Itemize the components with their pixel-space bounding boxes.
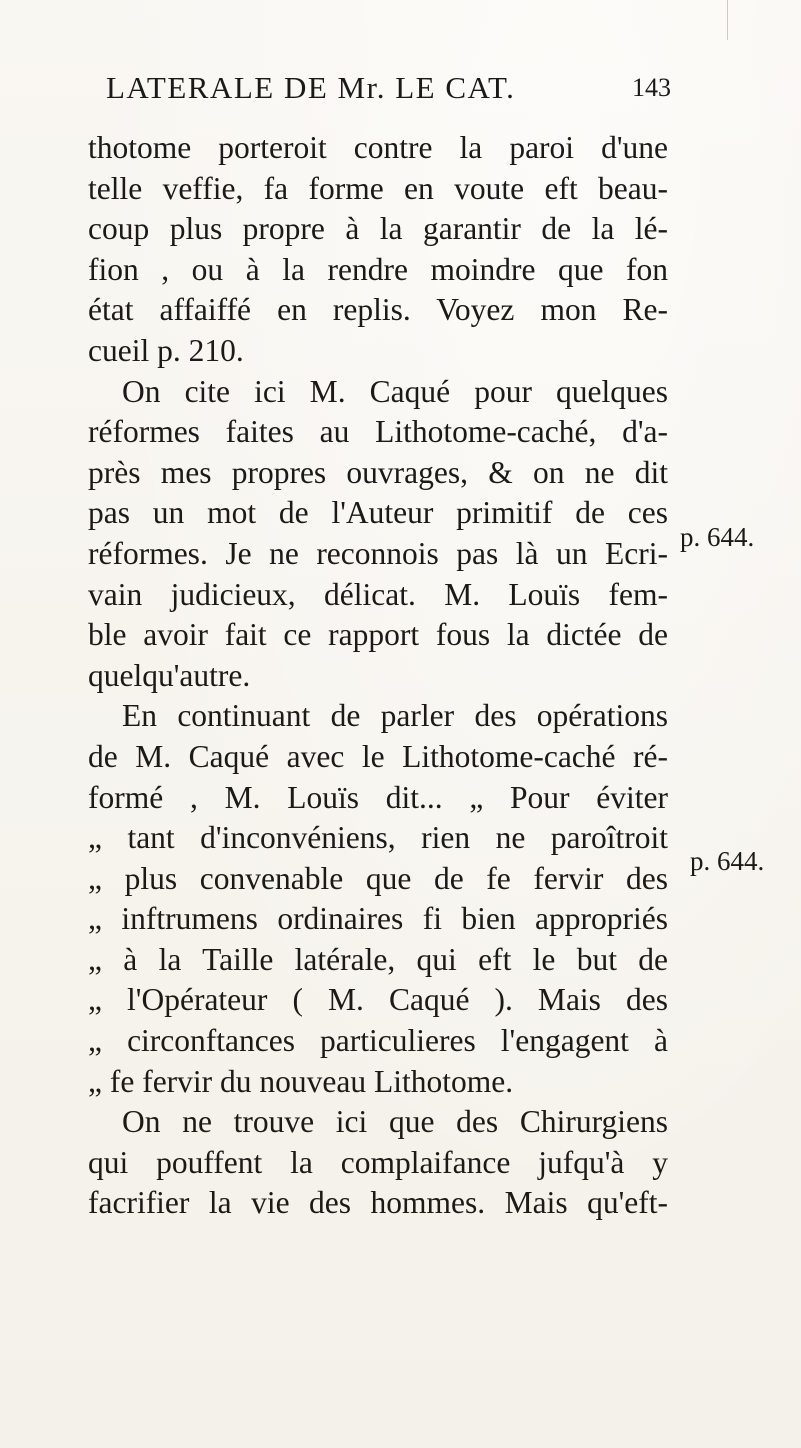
text-line: fion , ou à la rendre moindre que fon bbox=[88, 251, 668, 287]
text-line: telle veffie, fa forme en voute eft beau- bbox=[88, 170, 668, 206]
quote-line: „ inftrumens ordinaires fi bien appropriés bbox=[88, 901, 668, 937]
text-line: quelqu'autre. bbox=[88, 657, 251, 693]
text-line: qui pouffent la complaifance jufqu'à y bbox=[88, 1144, 668, 1180]
text-line: vain judicieux, délicat. M. Louïs fem- bbox=[88, 576, 668, 612]
margin-reference: p. 644. bbox=[690, 846, 765, 876]
text-line: pas un mot de l'Auteur primitif de ces bbox=[88, 495, 668, 531]
text-line: près mes propres ouvrages, & on ne dit bbox=[88, 454, 668, 490]
running-head-title: LATERALE DE Mr. LE CAT. bbox=[106, 70, 516, 105]
text-line: facrifier la vie des hommes. Mais qu'eft- bbox=[88, 1185, 668, 1221]
text-line: formé , M. Louïs dit... „ Pour éviter bbox=[88, 779, 668, 815]
text-line: coup plus propre à la garantir de la lé- bbox=[88, 211, 668, 247]
quote-line: „ circonftances particulieres l'engagent à bbox=[88, 1023, 668, 1059]
quote-line: „ à la Taille latérale, qui eft le but de bbox=[88, 941, 668, 977]
margin-reference: p. 644. bbox=[680, 522, 755, 552]
text-line: réformes faites au Lithotome-caché, d'a- bbox=[88, 414, 668, 450]
text-line: On cite ici M. Caqué pour quelques bbox=[122, 373, 668, 409]
text-line: réformes. Je ne reconnois pas là un Ecri- bbox=[88, 535, 668, 571]
running-head bbox=[106, 64, 686, 112]
text-line: En continuant de parler des opérations bbox=[122, 698, 668, 734]
text-line: état affaiffé en replis. Voyez mon Re- bbox=[88, 292, 668, 328]
quote-line: „ tant d'inconvéniens, rien ne paroîtroit bbox=[88, 820, 668, 856]
scan-mark bbox=[727, 0, 728, 40]
quote-line: „ fe fervir du nouveau Lithotome. bbox=[88, 1063, 514, 1099]
text-line: On ne trouve ici que des Chirurgiens bbox=[122, 1104, 668, 1140]
quote-line: „ l'Opérateur ( M. Caqué ). Mais des bbox=[88, 982, 668, 1018]
text-line: ble avoir fait ce rapport fous la dictée de bbox=[88, 617, 668, 653]
text-line: de M. Caqué avec le Lithotome-caché ré- bbox=[88, 738, 668, 774]
quote-line: „ plus convenable que de fe fervir des bbox=[88, 860, 668, 896]
text-line: thotome porteroit contre la paroi d'une bbox=[88, 130, 668, 165]
body-text bbox=[88, 128, 668, 1224]
text-line: cueil p. 210. bbox=[88, 332, 244, 368]
page-number: 143 bbox=[632, 73, 671, 102]
